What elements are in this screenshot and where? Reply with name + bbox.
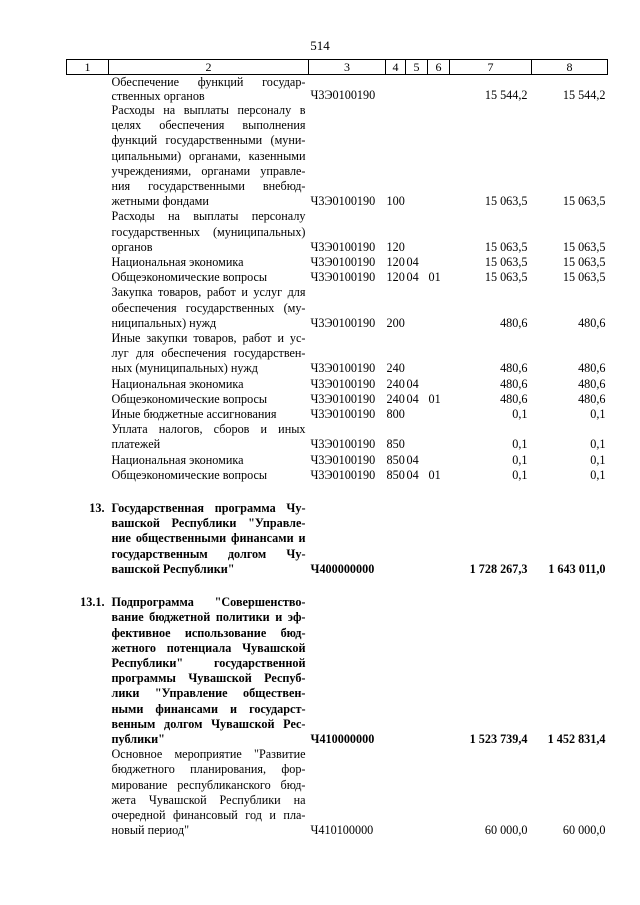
expense-type-code: 240: [386, 391, 405, 406]
table-row: [67, 422, 608, 452]
row-number: [67, 209, 109, 255]
target-article-code: Ч3Э0100190: [310, 270, 376, 285]
section-code: [406, 103, 428, 209]
row-description: Иные закупки товаров, работ и ус- луг для обеспечения государствен- ных (муниципальных) нужд: [111, 331, 306, 376]
subsection-code: 01: [428, 270, 441, 285]
amount-col-7: 1 523 739,4: [469, 731, 528, 746]
target-article-code: Ч3Э0100190: [310, 194, 376, 209]
row-description: Общеэкономические вопросы: [111, 270, 268, 285]
row-number: [67, 255, 109, 270]
header-col-7: 7: [450, 60, 532, 75]
amount-col-7: 0,1: [512, 407, 528, 422]
amount-col-8: 60 000,0: [562, 823, 606, 838]
subsection-code: [428, 747, 450, 838]
section-code: 04: [406, 452, 419, 467]
header-col-1: 1: [67, 60, 109, 75]
target-article-code: Ч3Э0100190: [310, 467, 376, 482]
table-row: [67, 270, 608, 285]
amount-col-7: 15 544,2: [484, 87, 528, 102]
expense-type-code: [386, 501, 406, 577]
expense-type-code: 200: [386, 315, 405, 330]
row-number: [67, 270, 109, 285]
section-code: [406, 747, 428, 838]
target-article-code: Ч3Э0100190: [310, 452, 376, 467]
row-description: Общеэкономические вопросы: [111, 391, 268, 406]
section-code: 04: [406, 255, 419, 270]
table-body: [67, 75, 608, 839]
amount-col-8: 15 063,5: [562, 270, 606, 285]
amount-col-8: 1 452 831,4: [547, 731, 606, 746]
row-description: Государственная программа Чу- вашской Республики "Управле- ние общественными финансами и государственным долгом Чу- вашской Республики": [111, 501, 306, 576]
row-description: Расходы на выплаты персоналу государственных (муниципальных) органов: [111, 209, 306, 254]
row-description: Закупка товаров, работ и услуг для обеспечения государственных (му- ниципальных) нужд: [111, 285, 306, 330]
section-code: 04: [406, 391, 419, 406]
subsection-code: [428, 285, 450, 331]
expense-type-code: 800: [386, 407, 405, 422]
section-code: [406, 75, 428, 104]
expense-type-code: 120: [386, 255, 405, 270]
amount-col-7: 15 063,5: [484, 239, 528, 254]
subsection-code: [428, 422, 450, 452]
table-header: [67, 60, 608, 75]
header-row: [67, 60, 608, 75]
amount-col-7: 0,1: [512, 467, 528, 482]
target-article-code: Ч3Э0100190: [310, 437, 376, 452]
table-row: [67, 392, 608, 407]
table-row: [67, 453, 608, 468]
table-row: [67, 377, 608, 392]
amount-col-7: 0,1: [512, 437, 528, 452]
header-col-2: 2: [109, 60, 309, 75]
table-row: [67, 407, 608, 422]
table-row: [67, 595, 608, 747]
amount-col-8: 15 063,5: [562, 239, 606, 254]
amount-col-8: 1 643 011,0: [548, 561, 606, 576]
amount-col-7: 0,1: [512, 452, 528, 467]
table-row: [67, 103, 608, 209]
subsection-code: 01: [428, 467, 441, 482]
spacer-row: [67, 577, 608, 595]
amount-col-8: 0,1: [590, 452, 606, 467]
row-number: [67, 285, 109, 331]
target-article-code: Ч3Э0100190: [310, 361, 376, 376]
header-col-3: 3: [309, 60, 386, 75]
row-number: 13.: [89, 501, 105, 516]
section-code: 04: [406, 270, 419, 285]
row-description: Расходы на выплаты персоналу в целях обеспечения выполнения функций государственными (муни- ципальными) органами, казенными учреждениями, органами управле- ния государственными внебюд- жетными фондами: [111, 103, 306, 209]
section-code: [406, 422, 428, 452]
row-number: [67, 331, 109, 377]
spacer-cell: [67, 483, 608, 501]
table-row: [67, 255, 608, 270]
subsection-code: [428, 377, 450, 392]
section-code: [406, 331, 428, 377]
target-article-code: Ч3Э0100190: [310, 407, 376, 422]
row-number: [67, 453, 109, 468]
amount-col-8: 15 063,5: [562, 194, 606, 209]
section-code: 04: [406, 376, 419, 391]
table-row: [67, 747, 608, 838]
amount-col-7: 480,6: [500, 391, 528, 406]
amount-col-7: 480,6: [500, 315, 528, 330]
expense-type-code: [386, 75, 406, 104]
table-row: [67, 209, 608, 255]
header-col-6: 6: [428, 60, 450, 75]
subsection-code: [428, 595, 450, 747]
row-number: [67, 422, 109, 452]
row-description: Уплата налогов, сборов и иных платежей: [111, 422, 306, 452]
amount-col-8: 15 544,2: [562, 87, 606, 102]
amount-col-8: 0,1: [590, 467, 606, 482]
amount-col-7: 480,6: [500, 361, 528, 376]
row-number: 13.1.: [80, 595, 105, 610]
amount-col-7: 60 000,0: [484, 823, 528, 838]
subsection-code: [428, 407, 450, 422]
amount-col-8: 480,6: [578, 361, 606, 376]
row-number: [67, 468, 109, 483]
row-description: Общеэкономические вопросы: [111, 467, 268, 482]
row-description: Основное мероприятие "Развитие бюджетного планирования, фор- мирование республиканского бюд- жета Чувашской Республики на очередной финансовый год и пла- новый период": [111, 747, 306, 838]
row-description: Иные бюджетные ассигнования: [111, 407, 277, 422]
table-row: [67, 468, 608, 483]
table-row: [67, 75, 608, 104]
row-description: Национальная экономика: [111, 255, 244, 270]
target-article-code: Ч3Э0100190: [310, 87, 376, 102]
header-col-4: 4: [386, 60, 406, 75]
amount-col-7: 15 063,5: [484, 194, 528, 209]
amount-col-8: 0,1: [590, 437, 606, 452]
row-number: [67, 103, 109, 209]
target-article-code: Ч410100000: [310, 823, 374, 838]
expense-type-code: 850: [386, 452, 405, 467]
amount-col-8: 480,6: [578, 391, 606, 406]
section-code: [406, 285, 428, 331]
row-description: Национальная экономика: [111, 376, 244, 391]
section-code: [406, 595, 428, 747]
target-article-code: Ч410000000: [310, 731, 375, 746]
row-number: [67, 392, 109, 407]
row-description: Подпрограмма "Совершенство- вание бюджетной политики и эф- фективное использование бюд- жетного потенциала Чувашской Республики" государственной программы Чувашской Респуб- лики "Управление обществен- ными финансами и государст- венным долгом Чувашской Рес- публики": [111, 595, 306, 746]
amount-col-8: 480,6: [578, 315, 606, 330]
amount-col-8: 15 063,5: [562, 255, 606, 270]
subsection-code: [428, 331, 450, 377]
amount-col-7: 480,6: [500, 376, 528, 391]
table-row: [67, 285, 608, 331]
amount-col-8: 480,6: [578, 376, 606, 391]
row-number: [67, 75, 109, 104]
table-row: [67, 331, 608, 377]
section-code: [406, 407, 428, 422]
budget-table: [66, 59, 608, 838]
table-row: [67, 501, 608, 577]
expense-type-code: 100: [386, 194, 405, 209]
target-article-code: Ч3Э0100190: [310, 239, 376, 254]
amount-col-7: 15 063,5: [484, 270, 528, 285]
expense-type-code: 850: [386, 437, 405, 452]
expense-type-code: 240: [386, 361, 405, 376]
spacer-cell: [67, 577, 608, 595]
section-code: [406, 209, 428, 255]
expense-type-code: 120: [386, 270, 405, 285]
target-article-code: Ч3Э0100190: [310, 315, 376, 330]
subsection-code: [428, 255, 450, 270]
subsection-code: [428, 75, 450, 104]
amount-col-7: 15 063,5: [484, 255, 528, 270]
target-article-code: Ч400000000: [310, 561, 375, 576]
row-description: Национальная экономика: [111, 452, 244, 467]
expense-type-code: 850: [386, 467, 405, 482]
subsection-code: [428, 103, 450, 209]
target-article-code: Ч3Э0100190: [310, 391, 376, 406]
amount-col-8: 0,1: [590, 407, 606, 422]
row-number: [67, 377, 109, 392]
subsection-code: 01: [428, 391, 441, 406]
target-article-code: Ч3Э0100190: [310, 255, 376, 270]
expense-type-code: 120: [386, 239, 405, 254]
expense-type-code: [386, 595, 406, 747]
expense-type-code: 240: [386, 376, 405, 391]
target-article-code: Ч3Э0100190: [310, 376, 376, 391]
header-col-5: 5: [406, 60, 428, 75]
subsection-code: [428, 453, 450, 468]
subsection-code: [428, 209, 450, 255]
row-description: Обеспечение функций государ- ственных органов: [111, 75, 306, 103]
section-code: 04: [406, 467, 419, 482]
spacer-row: [67, 483, 608, 501]
row-number: [67, 407, 109, 422]
amount-col-7: 1 728 267,3: [469, 561, 528, 576]
page-number: 514: [310, 38, 330, 53]
header-col-8: 8: [532, 60, 608, 75]
row-number: [67, 747, 109, 838]
section-code: [406, 501, 428, 577]
expense-type-code: [386, 747, 406, 838]
subsection-code: [428, 501, 450, 577]
